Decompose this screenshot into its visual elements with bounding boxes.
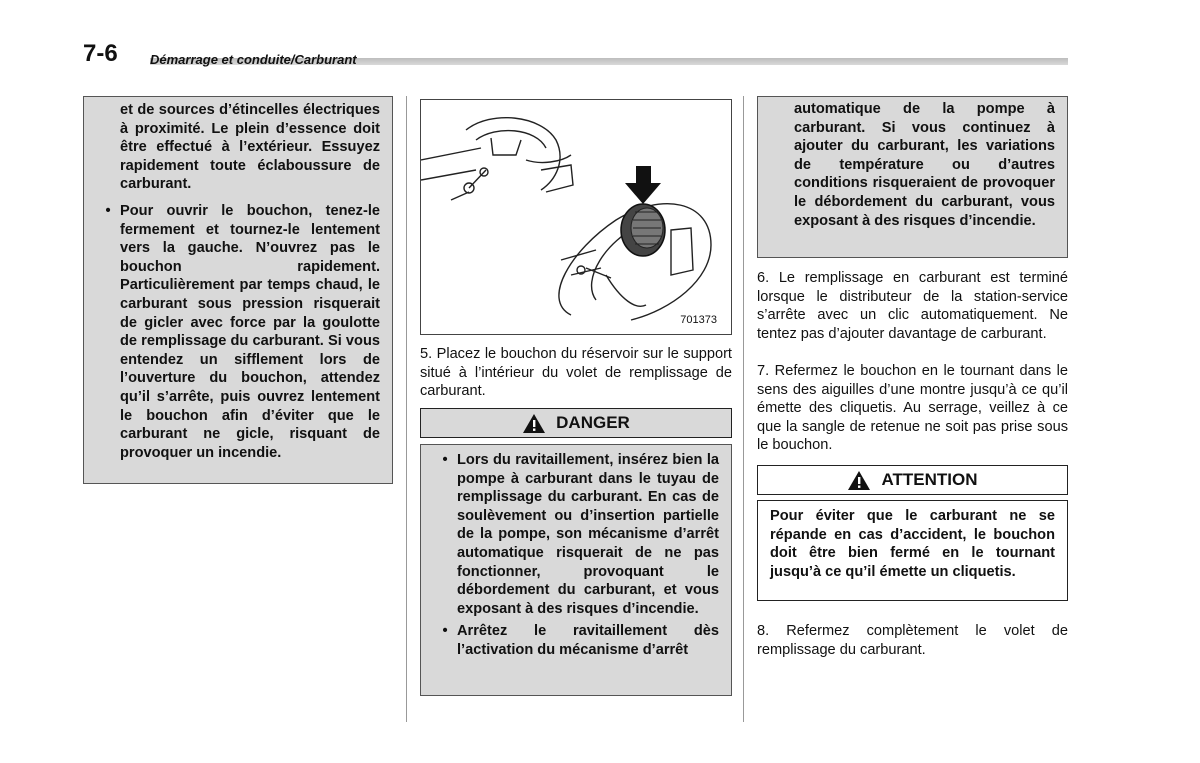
bullet-text: Pour ouvrir le bouchon, tenez-le fermement et tournez-le lentement vers la gauche. N’ouvrez pas le bouchon rapidement. Particulièrement par temps chaud, le carburant sous pression risquerait de gicler avec force par la goulotte de remplissage du carburant. Si vous entendez un sifflement lors de l’ouverture du bouchon, attendez qu’il s’arrête, puis ouvrez lentement le bouchon afin d’éviter que le carburant ne gicle, risquant de provoquer un incendie. [120, 202, 380, 461]
warning-continuation-box [83, 96, 393, 484]
figure-code: 701373 [680, 314, 717, 326]
warning-triangle-icon [847, 470, 871, 491]
step-8: 8. Refermez complètement le volet de remplissage du carburant. [757, 623, 1068, 658]
bullet-icon: • [442, 623, 448, 640]
attention-box [757, 500, 1068, 601]
step-6: 6. Le remplissage en carburant est terminé lorsque le distributeur de la station-service s’arrête avec un clic automatiquement. Ne tentez pas d’ajouter davantage de carburant. [757, 270, 1068, 342]
attention-label: ATTENTION [881, 470, 978, 489]
danger-header [420, 408, 732, 438]
danger-bullet-text: Lors du ravitaillement, insérez bien la pompe à carburant dans le tuyau de remplissage du carburant. En cas de soulèvement ou d’insertion partielle de la pompe, son mécanisme d’arrêt automatique risquerait de ne pas fonctionner, provoquant le débordement du carburant, et vous exposant à des risques d’incendie. [457, 452, 719, 617]
bullet-icon: • [105, 202, 111, 219]
danger-box [420, 444, 732, 696]
attention-header [757, 465, 1068, 495]
warning-bullet [96, 202, 380, 462]
step-5: 5. Placez le bouchon du réservoir sur le support situé à l’intérieur du volet de remplissage de carburant. [420, 346, 732, 400]
column-separator [406, 96, 407, 722]
attention-text: Pour éviter que le carburant ne se répande en cas d’accident, le bouchon doit être bien fermé en le tournant jusqu’à ce qu’il émette un cliquetis. [770, 508, 1055, 580]
danger-bullet [433, 451, 719, 618]
fuel-cap-drawing [421, 100, 731, 334]
warning-triangle-icon [522, 413, 546, 434]
column-separator [743, 96, 744, 722]
danger-bullet [433, 622, 719, 659]
danger-label: DANGER [556, 413, 630, 432]
danger-continuation-text: automatique de la pompe à carburant. Si vous continuez à ajouter du carburant, les variations de température ou d’autres conditions risqueraient de provoquer le débordement du carburant, vous exposant à des risques d’incendie. [794, 101, 1055, 229]
fuel-cap-illustration [420, 99, 732, 335]
danger-continuation-box [757, 96, 1068, 258]
page-number: 7-6 [83, 40, 118, 67]
step-7: 7. Refermez le bouchon en le tournant dans le sens des aiguilles d’une montre jusqu’à ce qu’il émette des cliquetis. Au serrage, veillez à ce que la sangle de retenue ne soit pas prise sous le bouchon. [757, 363, 1068, 454]
warning-paragraph: et de sources d’étincelles électriques à proximité. Le plein d’essence doit être effectué à l’extérieur. Essuyez rapidement toute éclaboussure de carburant. [120, 102, 380, 193]
section-title: Démarrage et conduite/Carburant [150, 52, 357, 67]
danger-bullet-text: Arrêtez le ravitaillement dès l’activation du mécanisme d’arrêt [457, 623, 719, 658]
bullet-icon: • [442, 452, 448, 468]
